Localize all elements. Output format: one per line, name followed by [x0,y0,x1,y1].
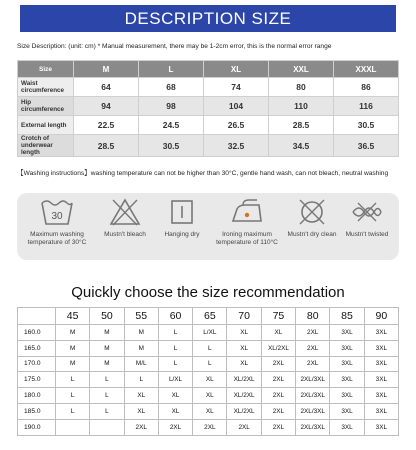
spec-cell: 74 [204,78,269,97]
rec-size-cell [90,419,124,435]
care-label-no-bleach: Mustn't bleach [104,231,146,238]
spec-cell: 22.5 [74,116,139,135]
rec-size-cell: M [56,325,90,341]
spec-row-label: Waist circumference [18,78,74,97]
rec-size-cell: 2XL [296,325,330,341]
spec-cell: 24.5 [139,116,204,135]
rec-row [18,388,399,404]
care-label-wash: Maximum washing temperature of 30°C [27,231,87,246]
rec-row [18,356,399,372]
rec-size-cell: 3XL [330,403,364,419]
rec-corner-cell [18,308,56,325]
rec-size-cell: 3XL [330,325,364,341]
rec-size-cell: 3XL [364,340,398,356]
care-label-iron: Ironing maximum temperature of 110°C [216,231,278,246]
care-icons-panel [17,193,399,260]
rec-size-cell: XL [193,403,227,419]
rec-size-cell: XL [261,325,295,341]
no-bleach-icon [108,197,142,227]
rec-size-cell: 3XL [330,388,364,404]
weight-header-cell: 90 [364,308,398,325]
care-item-wash [27,197,87,247]
rec-size-cell: L [56,388,90,404]
rec-size-cell: 2XL [158,419,192,435]
washing-instructions: 【Washing instructions】washing temperature can not be higher than 30°C, gentle hand wash, can not bleach, neutral washing [17,170,389,177]
rec-size-cell: XL [227,325,261,341]
rec-size-cell: 2XL [261,403,295,419]
rec-size-cell: M [90,325,124,341]
spec-row-waist [18,78,399,97]
rec-row [18,419,399,435]
rec-row [18,340,399,356]
spec-cell: 30.5 [334,116,399,135]
spec-row-label: Crotch of underwear length [18,135,74,157]
rec-size-cell: 3XL [330,340,364,356]
spec-cell: 104 [204,97,269,116]
weight-header-cell: 75 [261,308,295,325]
care-item-no-bleach [95,197,155,239]
rec-size-cell: XL [227,340,261,356]
rec-size-cell: L [56,372,90,388]
rec-size-cell: 2XL [261,419,295,435]
spec-size-header: XXL [269,61,334,78]
weight-header-cell: 80 [296,308,330,325]
rec-size-cell: 2XL [124,419,158,435]
spec-header-row [18,61,399,78]
spec-cell: 34.5 [269,135,334,157]
rec-size-cell: L [124,372,158,388]
rec-size-cell: 2XL [227,419,261,435]
rec-size-cell: L [193,356,227,372]
care-label-no-dry-clean: Mustn't dry clean [287,231,337,238]
height-cell: 160.0 [18,325,56,341]
rec-size-cell: 3XL [364,325,398,341]
no-dry-clean-icon [295,197,329,227]
weight-header-cell: 85 [330,308,364,325]
height-cell: 165.0 [18,340,56,356]
size-spec-table [17,60,399,157]
rec-size-cell: L/XL [158,372,192,388]
spec-cell: 26.5 [204,116,269,135]
hang-dry-icon [165,197,199,227]
size-recommendation-table [17,307,399,436]
care-label-no-twist: Mustn't twisted [345,231,389,238]
rec-size-cell: 2XL [296,340,330,356]
spec-cell: 98 [139,97,204,116]
rec-size-cell: M [56,356,90,372]
rec-size-cell: L [90,403,124,419]
rec-size-cell: XL [227,356,261,372]
weight-header-cell: 70 [227,308,261,325]
height-cell: 185.0 [18,403,56,419]
rec-size-cell: XL [193,388,227,404]
rec-size-cell [56,419,90,435]
spec-cell: 80 [269,78,334,97]
care-item-hang-dry [152,197,212,239]
rec-size-cell: M [124,340,158,356]
care-item-no-twist [337,197,397,239]
title-banner [0,5,416,32]
rec-size-cell: XL/2XL [261,340,295,356]
rec-size-cell: XL/2XL [227,372,261,388]
rec-size-cell: M [90,340,124,356]
wash-temp-number: 30 [51,211,63,222]
rec-size-cell: 2XL [193,419,227,435]
rec-size-cell: L [158,325,192,341]
spec-row-hip [18,97,399,116]
rec-size-cell: 2XL [261,388,295,404]
rec-size-cell: 2XL [296,356,330,372]
rec-size-cell: M [56,340,90,356]
spec-row-crotch [18,135,399,157]
rec-size-cell: 3XL [364,372,398,388]
rec-size-cell: L [90,372,124,388]
banner-title: DESCRIPTION SIZE [124,8,292,28]
rec-size-cell: XL [124,388,158,404]
title-bar [20,5,396,32]
spec-size-header: L [139,61,204,78]
rec-size-cell: 3XL [364,356,398,372]
rec-size-cell: L [193,340,227,356]
spec-cell: 94 [74,97,139,116]
rec-size-cell: 2XL/3XL [296,419,330,435]
weight-header-row [18,308,399,325]
rec-size-cell: XL/2XL [227,403,261,419]
weight-header-cell: 60 [158,308,192,325]
spec-cell: 116 [334,97,399,116]
spec-cell: 32.5 [204,135,269,157]
wash-30-icon [40,197,74,227]
rec-size-cell: 3XL [364,403,398,419]
rec-size-cell: M/L [124,356,158,372]
rec-size-cell: XL [158,388,192,404]
weight-header-cell: 50 [90,308,124,325]
rec-size-cell: 2XL/3XL [296,403,330,419]
spec-cell: 28.5 [74,135,139,157]
rec-size-cell: 2XL [261,356,295,372]
height-cell: 180.0 [18,388,56,404]
spec-cell: 86 [334,78,399,97]
care-item-no-dry-clean [282,197,342,239]
rec-size-cell: XL/2XL [227,388,261,404]
rec-size-cell: 2XL [261,372,295,388]
rec-size-cell: 3XL [330,419,364,435]
rec-size-cell: 3XL [330,356,364,372]
spec-row-label: Hip circumference [18,97,74,116]
spec-size-header: XL [204,61,269,78]
rec-size-cell: M [124,325,158,341]
rec-size-cell: XL [158,403,192,419]
rec-size-cell: 2XL/3XL [296,388,330,404]
rec-row [18,403,399,419]
height-cell: 190.0 [18,419,56,435]
rec-size-cell: L [90,388,124,404]
rec-row [18,372,399,388]
recommendation-title: Quickly choose the size recommendation [71,284,345,301]
spec-size-header: M [74,61,139,78]
spec-corner-cell: Size [18,61,74,78]
spec-cell: 68 [139,78,204,97]
rec-size-cell: XL [193,372,227,388]
iron-icon [229,197,265,227]
spec-size-header: XXXL [334,61,399,78]
height-cell: 170.0 [18,356,56,372]
care-item-iron [207,197,287,247]
weight-header-cell: 65 [193,308,227,325]
spec-cell: 64 [74,78,139,97]
spec-cell: 110 [269,97,334,116]
weight-header-cell: 45 [56,308,90,325]
rec-size-cell: 3XL [364,419,398,435]
spec-cell: 28.5 [269,116,334,135]
no-twist-icon [350,197,384,227]
care-label-hang-dry: Hanging dry [164,231,200,238]
rec-size-cell: 3XL [364,388,398,404]
rec-size-cell: XL [124,403,158,419]
spec-cell: 30.5 [139,135,204,157]
rec-size-cell: L [158,340,192,356]
height-cell: 175.0 [18,372,56,388]
rec-size-cell: L [56,403,90,419]
rec-size-cell: L/XL [193,325,227,341]
spec-cell: 36.5 [334,135,399,157]
spec-row-label: External length [18,116,74,135]
rec-size-cell: 3XL [330,372,364,388]
rec-row [18,325,399,341]
size-description: Size Description: (unit: cm) * Manual measurement, there may be 1-2cm error, this is the normal error range [17,43,332,50]
rec-size-cell: M [90,356,124,372]
rec-size-cell: L [158,356,192,372]
weight-header-cell: 55 [124,308,158,325]
spec-row-external-length [18,116,399,135]
rec-size-cell: 2XL/3XL [296,372,330,388]
